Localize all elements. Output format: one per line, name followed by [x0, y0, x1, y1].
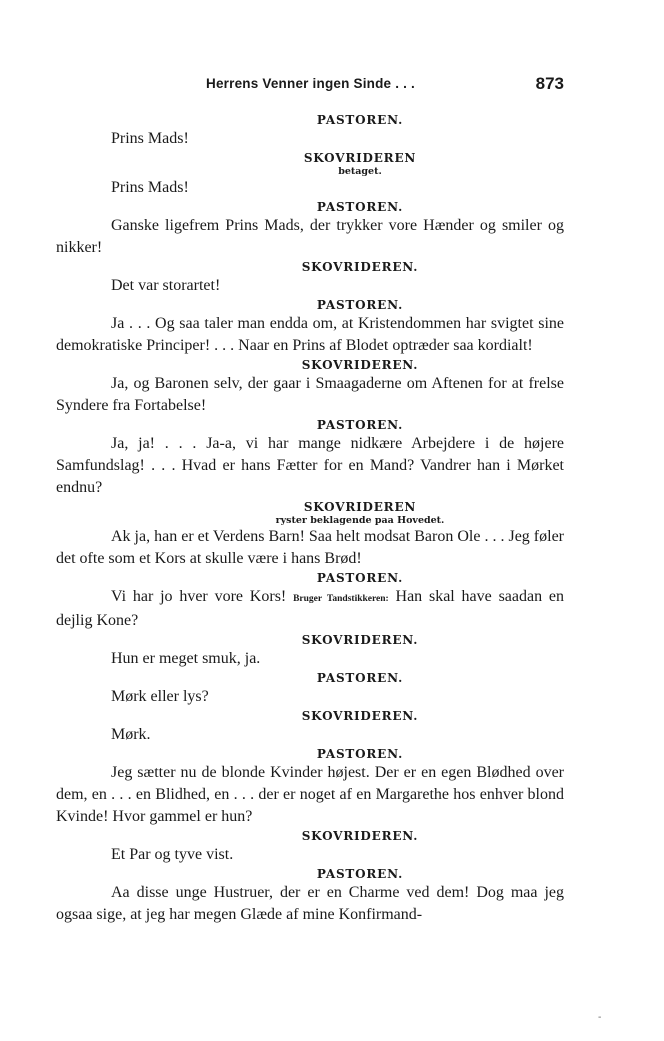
speaker-label: SKOVRIDEREN.: [301, 260, 419, 274]
speaker-label: SKOVRIDEREN.: [301, 358, 419, 372]
dialogue-line: Prins Mads!: [111, 130, 189, 147]
page-header: [56, 76, 564, 96]
speaker-label: PASTOREN.: [316, 298, 404, 312]
dialogue-line: Aa disse unge Hustruer, der er en Charme ved dem! Dog maa jeg ogsaa sige, at jeg har megen Glæde af mine Konfirmand-: [56, 884, 564, 923]
stage-direction: ryster beklagende paa Hovedet.: [275, 515, 445, 526]
page-number: 873: [535, 74, 564, 93]
dialogue-line: Hun er meget smuk, ja.: [111, 650, 261, 667]
dialogue-line: Ak ja, han er et Verdens Barn! Saa helt modsat Baron Ole . . . Jeg føler det ofte som et Kors at skulle være i hans Brød!: [56, 528, 564, 567]
speaker-label: PASTOREN.: [316, 113, 404, 127]
dialogue-line: Et Par og tyve vist.: [111, 846, 234, 863]
speaker-label: PASTOREN.: [316, 671, 404, 685]
speaker-label: PASTOREN.: [316, 867, 404, 881]
speaker-label: PASTOREN.: [316, 418, 404, 432]
dialogue-line: Ja, og Baronen selv, der gaar i Smaagaderne om Aftenen for at frelse Syndere fra Fortabelse!: [56, 375, 564, 414]
dialogue-line: Mørk eller lys?: [111, 688, 209, 705]
dialogue-line: Det var storartet!: [111, 277, 221, 294]
inline-stage-direction: Bruger Tandstikkeren:: [293, 594, 389, 604]
dialogue-line: Jeg sætter nu de blonde Kvinder højest. Der er en egen Blødhed over dem, en . . . en Blidhed, en . . . der er noget af en Margarethe hos enhver blond Kvinde! Hvor gammel er hun?: [56, 764, 564, 825]
speaker-label: PASTOREN.: [316, 200, 404, 214]
speaker-label: SKOVRIDEREN.: [301, 709, 419, 723]
speaker-label: PASTOREN.: [316, 747, 404, 761]
dialogue-line: Prins Mads!: [111, 179, 189, 196]
dialogue-text-before: Vi har jo hver vore Kors!: [111, 588, 287, 605]
speaker-label: SKOVRIDEREN.: [301, 633, 419, 647]
dialogue-text-after: Han skal have saadan en dejlig Kone?: [56, 588, 565, 629]
dialogue-line: Mørk.: [111, 726, 151, 743]
speaker-label: SKOVRIDEREN.: [301, 829, 419, 843]
running-title: Herrens Venner ingen Sinde . . .: [206, 76, 415, 91]
dialogue-text: [56, 112, 564, 926]
dialogue-line: Ja, ja! . . . Ja-a, vi har mange nidkære Arbejdere i de højere Samfundslag! . . . Hvad er hans Fætter for en Mand? Vandrer han i Mørket endnu?: [56, 435, 564, 496]
dialogue-line: Ja . . . Og saa taler man endda om, at Kristendommen har svigtet sine demokratiske Principer! . . . Naar en Prins af Blodet optræder saa kordialt!: [56, 315, 564, 354]
footer-mark: -: [598, 1012, 602, 1023]
dialogue-line: [56, 586, 564, 632]
speaker-label: SKOVRIDEREN: [303, 500, 417, 514]
dialogue-line: Ganske ligefrem Prins Mads, der trykker vore Hænder og smiler og nikker!: [56, 217, 564, 256]
speaker-label: PASTOREN.: [316, 571, 404, 585]
speaker-label: SKOVRIDEREN: [303, 151, 417, 165]
stage-direction: betaget.: [338, 166, 382, 177]
